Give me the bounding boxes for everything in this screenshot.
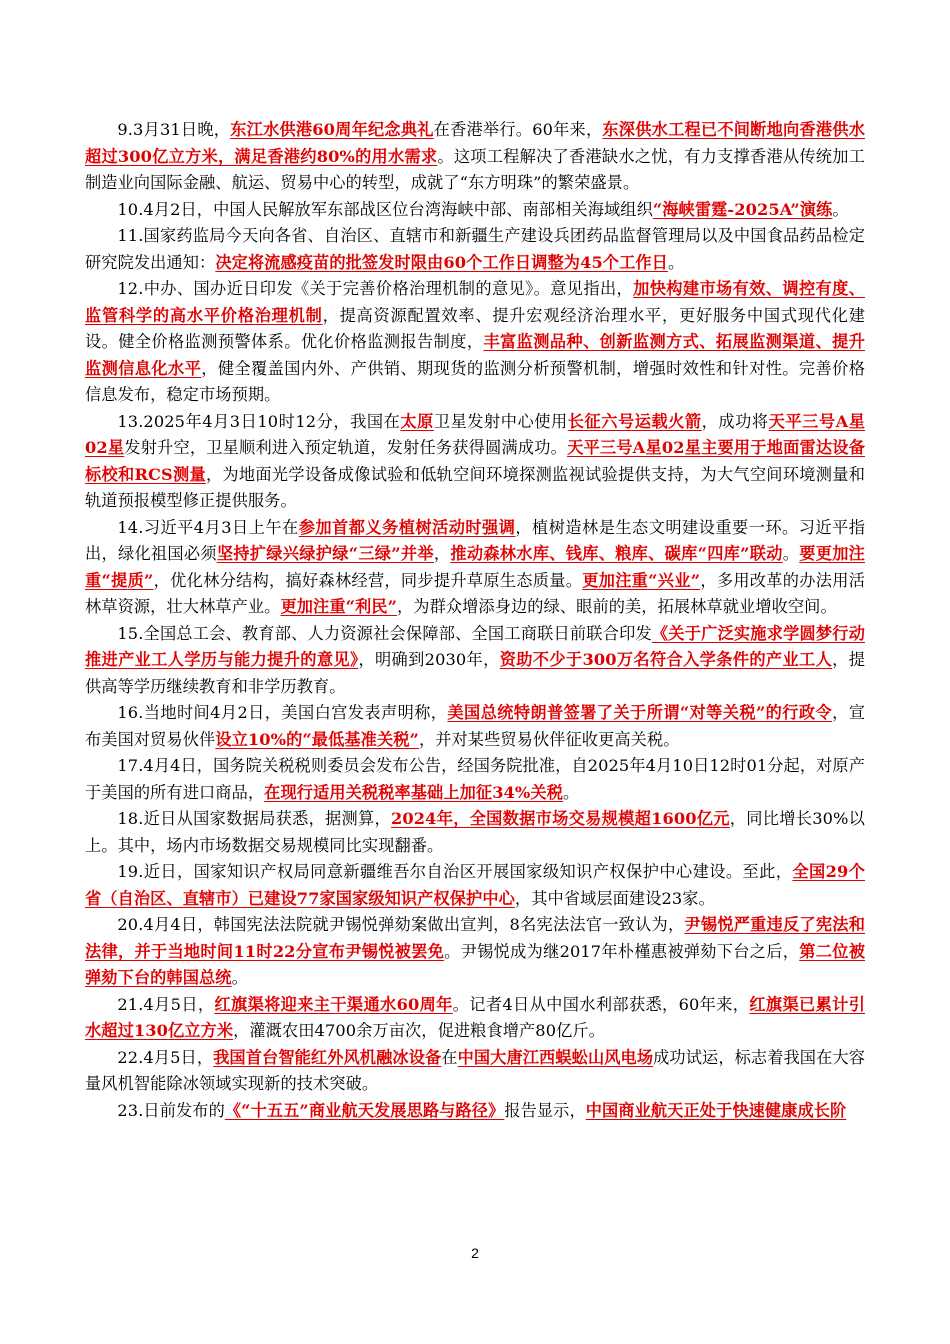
news-paragraph [85, 1045, 865, 1098]
highlighted-keyphrase: 丰富监测品种、创新监测方式、拓展监测渠道、提升监测信息化水平 [85, 332, 865, 378]
body-text: 19.近日，国家知识产权局同意新疆维吾尔自治区开展国家级知识产权保护中心建设。至此， [117, 862, 793, 881]
body-text: 20.4月4日，韩国宪法法院就尹锡悦弹劾案做出宣判，8名宪法法官一致认为， [117, 915, 685, 934]
news-paragraph [85, 276, 865, 409]
highlighted-keyphrase: 《“十五五”商业航天发展思路与路径》 [224, 1100, 505, 1120]
highlighted-keyphrase: 在现行适用关税税率基础上加征34%关税 [264, 782, 563, 802]
highlighted-keyphrase: 要更加注重“提质” [85, 544, 865, 590]
body-text: ，同比增长30%以上。其中，场内市场数据交易规模同比实现翻番。 [85, 809, 866, 855]
body-text: 。 [231, 968, 248, 987]
highlighted-keyphrase: 长征六号运载火箭 [567, 411, 702, 431]
highlighted-keyphrase: 设立10%的“最低基准关税” [215, 729, 419, 749]
highlighted-keyphrase: 红旗渠将迎来主干渠通水60周年 [214, 994, 453, 1014]
body-text: 23.日前发布的 [117, 1100, 225, 1120]
body-text: 。 [782, 544, 800, 563]
body-text: ， [433, 544, 451, 563]
body-text: ，多用改革的办法用活林草资源，壮大林草产业。 [85, 570, 865, 616]
body-text: 报告显示， [504, 1100, 586, 1120]
news-paragraph [85, 700, 865, 753]
news-paragraph [85, 1098, 865, 1125]
highlighted-keyphrase: 太原 [400, 411, 434, 431]
highlighted-keyphrase: “海峡雷霆-2025A”演练 [652, 199, 833, 219]
highlighted-keyphrase: 中国大唐江西蜈蚣山风电场 [457, 1047, 654, 1067]
body-text: 卫星发射中心使用 [433, 411, 568, 431]
highlighted-keyphrase: 美国总统特朗普签署了关于所谓“对等关税”的行政令 [447, 703, 833, 722]
body-text: 。 [562, 782, 580, 802]
body-text: 14.习近平4月3日上午在 [117, 517, 299, 537]
body-text: ，宣布美国对贸易伙伴 [85, 703, 865, 749]
body-text: ，为群众增添身边的绿、眼前的美，拓展林草就业增收空间。 [397, 597, 837, 616]
highlighted-keyphrase: 加快构建市场有效、调控有度、监管科学的高水平价格治理机制 [85, 279, 865, 325]
body-text: 成功试运，标志着我国在大容量风机智能除冰领域实现新的技术突破。 [85, 1047, 865, 1093]
body-text: 在 [441, 1047, 458, 1067]
news-paragraph [85, 117, 865, 197]
highlighted-keyphrase: 2024年，全国数据市场交易规模超1600亿元 [391, 809, 730, 828]
news-paragraph [85, 197, 865, 224]
news-paragraph [85, 515, 865, 621]
highlighted-keyphrase: 全国29个省（自治区、直辖市）已建设77家国家级知识产权保护中心 [85, 862, 865, 908]
highlighted-keyphrase: 中国商业航天正处于快速健康成长阶 [585, 1100, 847, 1120]
body-text: 11.国家药监局今天向各省、自治区、直辖市和新疆生产建设兵团药品监督管理局以及中国食品药品检定研究院发出通知： [85, 226, 865, 272]
body-text: 18.近日从国家数据局获悉，据测算， [117, 809, 392, 828]
body-text: ，灌溉农田4700余万亩次，促进粮食增产80亿斤。 [233, 1021, 605, 1040]
highlighted-keyphrase: 天平三号A星02星主要用于地面雷达设备标校和RCS测量 [85, 438, 865, 484]
highlighted-keyphrase: 东江水供港60周年纪念典礼 [230, 120, 434, 139]
body-text: ，提供高等学历继续教育和非学历教育。 [85, 650, 866, 696]
highlighted-keyphrase: 参加首都义务植树活动时强调 [298, 517, 516, 537]
body-text: 22.4月5日， [117, 1047, 214, 1067]
document-body [85, 117, 865, 1124]
highlighted-keyphrase: 第二位被弹劾下台的韩国总统 [85, 941, 866, 987]
news-paragraph [85, 992, 865, 1045]
body-text: 。这项工程解决了香港缺水之忧，有力支撑香港从传统加工制造业向国际金融、航运、贸易中心的转型，成就了“东方明珠”的繁荣盛景。 [85, 146, 865, 192]
news-paragraph [85, 409, 865, 515]
news-paragraph [85, 859, 865, 912]
page-number: 2 [471, 1245, 479, 1261]
highlighted-keyphrase: 坚持扩绿兴绿护绿“三绿”并举 [216, 544, 434, 563]
body-text: 13.2025年4月3日10时12分，我国在 [117, 411, 401, 431]
news-paragraph [85, 912, 865, 992]
news-paragraph [85, 621, 865, 701]
body-text: 。记者4日从中国水利部获悉，60年来， [452, 994, 750, 1014]
highlighted-keyphrase: 更加注重“兴业” [582, 570, 701, 590]
highlighted-keyphrase: 红旗渠已累计引水超过130亿立方米 [85, 994, 865, 1040]
body-text: ，为地面光学设备成像试验和低轨空间环境探测监视试验提供支持，为大气空间环境测量和轨道预报模型修正提供服务。 [85, 464, 866, 510]
news-paragraph [85, 806, 865, 859]
body-text: ，健全覆盖国内外、产供销、期现货的监测分析预警机制，增强时效性和针对性。完善价格信息发布，稳定市场预期。 [85, 358, 865, 404]
body-text: ，植树造林是生态文明建设重要一环。习近平指出，绿化祖国必须 [85, 517, 865, 563]
body-text: 12.中办、国办近日印发《关于完善价格治理机制的意见》。意见指出， [117, 279, 634, 298]
news-paragraph [85, 753, 865, 806]
highlighted-keyphrase: 天平三号A星02星 [85, 411, 865, 457]
body-text: 15.全国总工会、教育部、人力资源社会保障部、全国工商联日前联合印发 [117, 623, 652, 643]
body-text: 21.4月5日， [117, 994, 215, 1014]
body-text: ，成功将 [701, 411, 769, 431]
body-text: ，并对某些贸易伙伴征收更高关税。 [418, 729, 680, 749]
highlighted-keyphrase: 我国首台智能红外风机融冰设备 [213, 1047, 442, 1067]
body-text: 17.4月4日，国务院关税税则委员会发布公告，经国务院批准，自2025年4月10日12时01分起，对原产于美国的所有进口商品， [85, 756, 865, 802]
body-text: 16.当地时间4月2日，美国白宫发表声明称， [117, 703, 448, 722]
body-text: ，优化林分结构，搞好森林经营，同步提升草原生态质量。 [153, 570, 583, 590]
body-text: 。尹锡悦成为继2017年朴槿惠被弹劾下台之后， [444, 941, 800, 961]
body-text: 在香港举行。60年来， [433, 120, 603, 139]
body-text: ，其中省域层面建设23家。 [514, 888, 715, 908]
news-paragraph [85, 223, 865, 276]
body-text: 。 [832, 199, 849, 219]
highlighted-keyphrase: 更加注重“利民” [280, 597, 397, 616]
body-text: 10.4月2日，中国人民解放军东部战区位台湾海峡中部、南部相关海域组织 [117, 199, 653, 219]
highlighted-keyphrase: 东深供水工程已不间断地向香港供水超过300亿立方米，满足香港约80%的用水需求 [85, 120, 865, 166]
body-text: ，明确到2030年， [358, 650, 500, 669]
highlighted-keyphrase: 尹锡悦严重违反了宪法和法律，并于当地时间11时22分宣布尹锡悦被罢免 [85, 915, 865, 961]
highlighted-keyphrase: 资助不少于300万名符合入学条件的产业工人 [499, 650, 833, 669]
body-text: 9.3月31日晚， [117, 120, 231, 139]
highlighted-keyphrase: 《关于广泛实施求学圆梦行动 推进产业工人学历与能力提升的意见》 [85, 623, 865, 669]
highlighted-keyphrase: 推动森林水库、钱库、粮库、碳库“四库”联动 [450, 544, 783, 563]
body-text: 。 [667, 252, 685, 272]
body-text: ，提高资源配置效率、提升宏观经济治理水平，更好服务中国式现代化建设。健全价格监测预警体系。优化价格监测报告制度， [85, 305, 866, 351]
highlighted-keyphrase: 决定将流感疫苗的批签发时限由60个工作日调整为45个工作日 [215, 252, 668, 272]
body-text: 发射升空，卫星顺利进入预定轨道，发射任务获得圆满成功。 [124, 438, 568, 457]
